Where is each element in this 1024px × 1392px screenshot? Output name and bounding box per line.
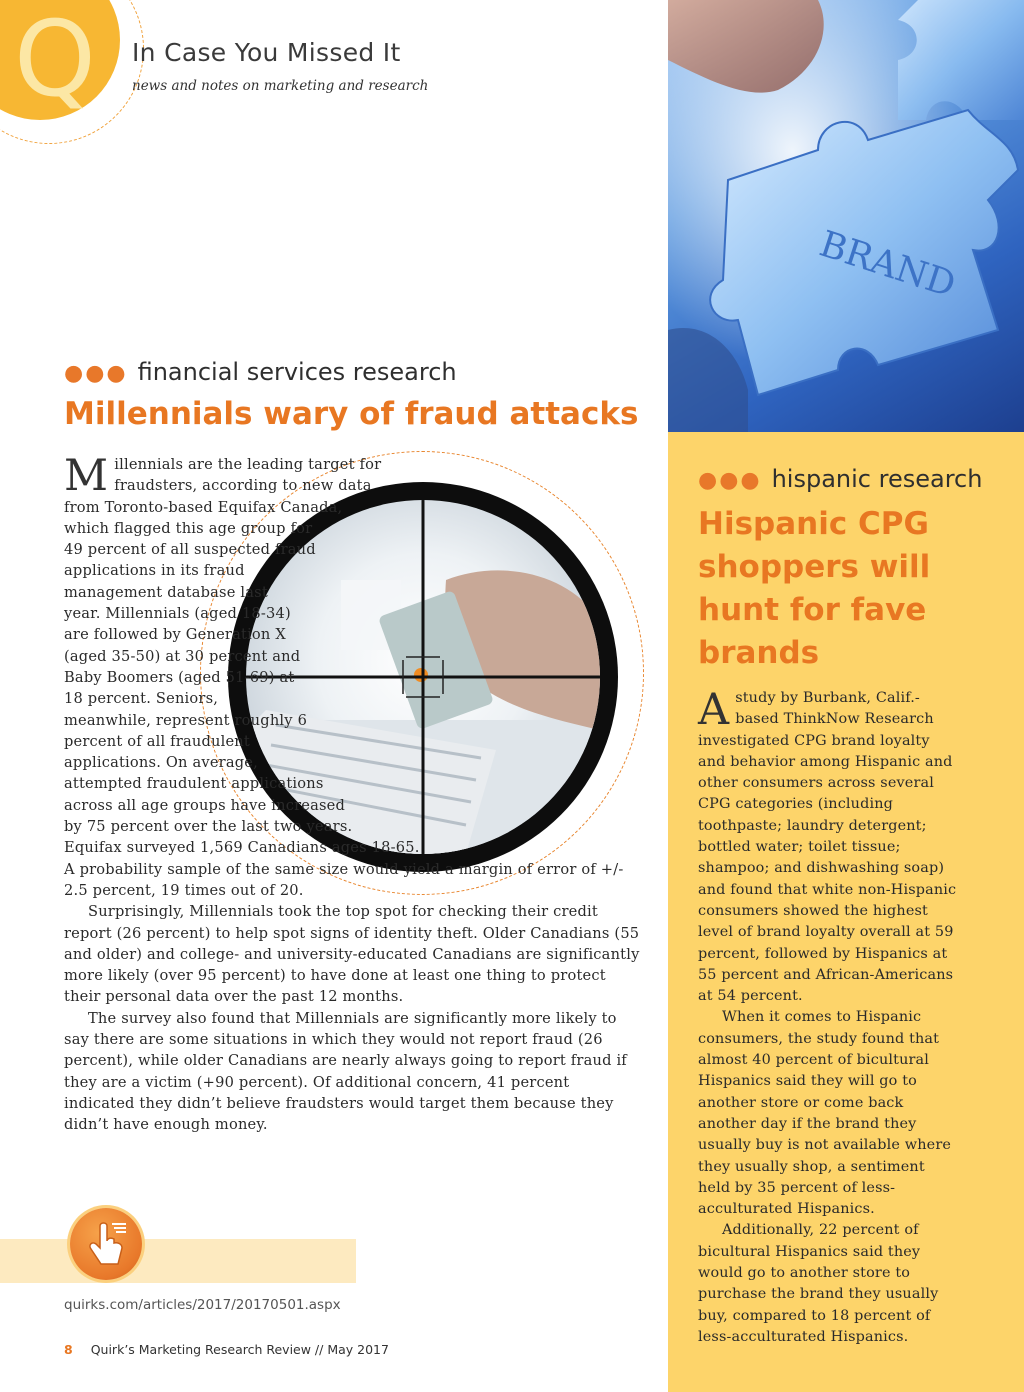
- brand-text: BRAND: [814, 223, 961, 306]
- right-paragraph-2: When it comes to Hispanic consumers, the study found that almost 40 percent of bicultural Hispanics said they will go to another store or come back another day if the brand they usually buy is not available where they usually shop, a sentiment held by 35 percent of less-acculturated Hispanics.: [698, 1009, 952, 1218]
- page-number: 8: [64, 1342, 73, 1357]
- right-dropcap: A: [698, 685, 730, 735]
- bullet-dots-icon: ●●●: [698, 468, 762, 493]
- brand-puzzle-photo: [668, 0, 1024, 432]
- puzzle-piece-top: [898, 0, 1024, 120]
- left-section-label: [64, 358, 457, 386]
- left-paragraph-2: Surprisingly, Millennials took the top spot for checking their credit report (26 percent) to help spot signs of identity theft. Older Canadians (55 and older) and college- and university-educated Canadians are significantly more likely (over 95 percent) to have done at least one thing to protect their personal data over the past 12 months.: [64, 903, 640, 1006]
- link-bar: [0, 1239, 356, 1283]
- left-dropcap: M: [64, 451, 109, 501]
- left-paragraph-3: The survey also found that Millennials are significantly more likely to say there are some situations in which they would not report fraud (26 percent), while older Canadians are nearly always going to report fraud if they are a victim (+90 percent). Of additional concern, 41 percent indicated they didn’t believe fraudsters would target them because they didn’t have enough money.: [64, 1009, 627, 1134]
- article-link[interactable]: quirks.com/articles/2017/20170501.aspx: [64, 1297, 341, 1313]
- left-headline: Millennials wary of fraud attacks: [64, 396, 639, 432]
- bullet-dots-icon: ●●●: [64, 361, 128, 386]
- left-paragraph-1-text: illennials are the leading target for fraudsters, according to new data from Toronto-based Equifax Canada, which flagged this age group for 49 percent of all suspected fraud applications in its fraud management database last year. Millennials (aged 18-34) are followed by Generation X (aged 35-50) at 30 percent and Baby Boomers (aged 51-69) at 18 percent. Seniors, meanwhile, represent roughly 6 percent of all fraudulent applications. On average, attempted fraudulent applications across all age groups have increased by 75 percent over the last two years. Equifax surveyed 1,569 Canadians ages 18-65. A probability sample of the same size would yield a margin of error of +/- 2.5 percent, 19 times out of 20.: [64, 456, 624, 899]
- right-headline: Hispanic CPG shoppers will hunt for fave brands: [698, 506, 931, 671]
- publication-name: Quirk’s Marketing Research Review // May 2017: [90, 1342, 389, 1357]
- right-article-body: [698, 685, 960, 1348]
- left-section-text: financial services research: [137, 358, 457, 386]
- header-subtitle: news and notes on marketing and research: [132, 78, 429, 94]
- header-q-letter: Q: [14, 0, 96, 120]
- right-paragraph-3: Additionally, 22 percent of bicultural Hispanics said they would go to another store to purchase the brand they usually buy, compared to 18 percent of less-acculturated Hispanics.: [698, 1222, 939, 1345]
- header-title: In Case You Missed It: [132, 38, 401, 67]
- right-section-label: [698, 465, 982, 493]
- right-section-text: hispanic research: [771, 465, 983, 493]
- right-paragraph-1: [698, 685, 960, 1007]
- right-paragraph-1-text: study by Burbank, Calif.-based ThinkNow Research investigated CPG brand loyalty and behavior among Hispanic and other consumers across several CPG categories (including toothpaste; laundry detergent; bottled water; toilet tissue; shampoo; and dishwashing soap) and found that white non-Hispanic consumers showed the highest level of brand loyalty overall at 59 percent, followed by Hispanics at 55 percent and African-Americans at 54 percent.: [698, 690, 957, 1005]
- left-article-body: [64, 451, 644, 1136]
- puzzle-illustration: [668, 0, 1024, 432]
- pointer-hand-icon[interactable]: [70, 1208, 142, 1280]
- page-footer: [64, 1342, 389, 1357]
